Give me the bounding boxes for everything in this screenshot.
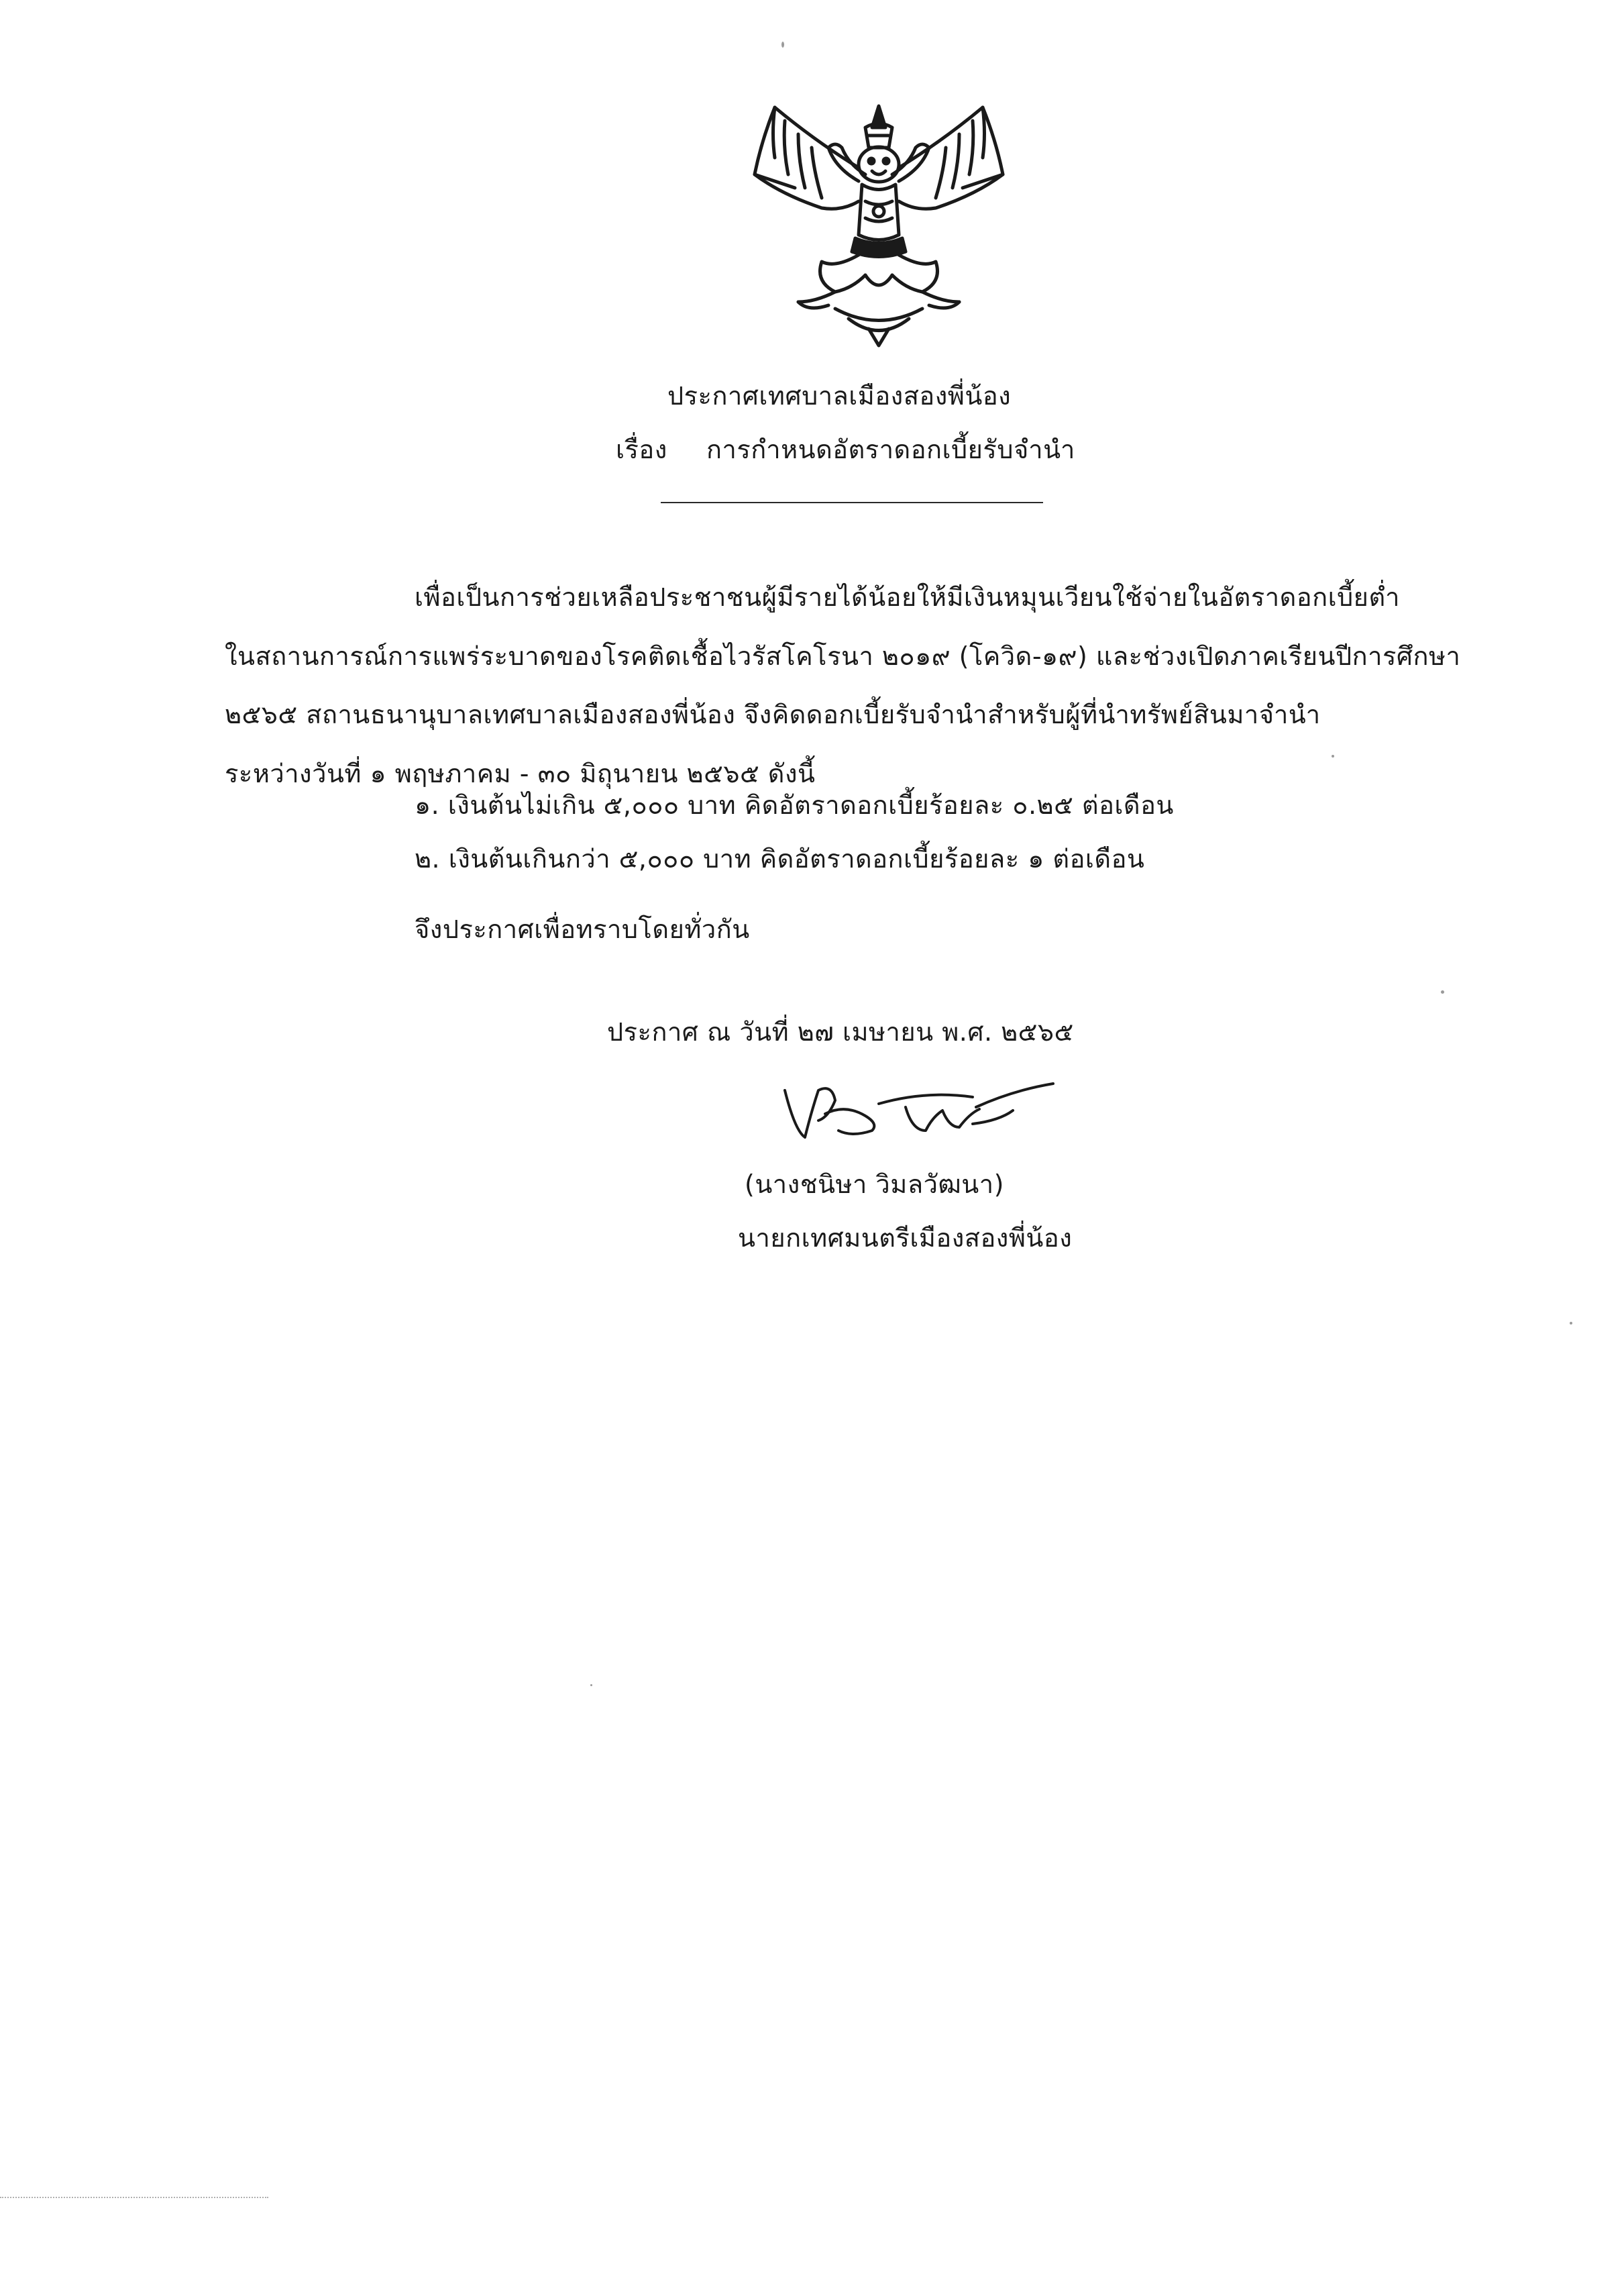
closing-statement: จึงประกาศเพื่อทราบโดยทั่วกัน [415,915,750,944]
body-line-2: ในสถานการณ์การแพร่ระบาดของโรคติดเชื้อไวรัสโคโรนา ๒๐๑๙ (โควิด-๑๙) และช่วงเปิดภาคเรียนปีการศึกษา [225,641,1461,671]
list-item-2: ๒. เงินต้นเกินกว่า ๕,๐๐๐ บาท คิดอัตราดอกเบี้ยร้อยละ ๑ ต่อเดือน [415,844,1145,874]
garuda-emblem-icon [735,101,1023,349]
body-line-3: ๒๕๖๕ สถานธนานุบาลเทศบาลเมืองสองพี่น้อง จึงคิดดอกเบี้ยรับจำนำสำหรับผู้ที่นำทรัพย์สินมาจำนำ [225,700,1321,729]
announcement-date: ประกาศ ณ วันที่ ๒๗ เมษายน พ.ศ. ๒๕๖๕ [607,1017,1074,1047]
subject-line [616,429,1075,470]
subject-text: การกำหนดอัตราดอกเบี้ยรับจำนำ [706,435,1075,464]
scan-speck [1332,755,1334,758]
body-line-1: เพื่อเป็นการช่วยเหลือประชาชนผู้มีรายได้น้อยให้มีเงินหมุนเวียนใช้จ่ายในอัตราดอกเบี้ยต่ำ [415,582,1400,612]
scan-speck [781,42,784,48]
announcement-title: ประกาศเทศบาลเมืองสองพี่น้อง [667,381,1012,411]
scan-speck [1441,990,1444,994]
body-line-4: ระหว่างวันที่ ๑ พฤษภาคม - ๓๐ มิถุนายน ๒๕๖๕ ดังนี้ [225,759,816,788]
scan-edge-mark [0,2197,268,2198]
subject-label: เรื่อง [616,435,667,464]
scan-speck [1570,1322,1572,1325]
heading-divider [661,502,1043,503]
scan-speck [590,1684,592,1686]
handwritten-signature [771,1063,1080,1151]
list-item-1: ๑. เงินต้นไม่เกิน ๕,๐๐๐ บาท คิดอัตราดอกเบี้ยร้อยละ ๐.๒๕ ต่อเดือน [415,790,1174,820]
signer-position: นายกเทศมนตรีเมืองสองพี่น้อง [738,1223,1073,1253]
signer-name: (นางชนิษา วิมลวัฒนา) [745,1170,1004,1199]
